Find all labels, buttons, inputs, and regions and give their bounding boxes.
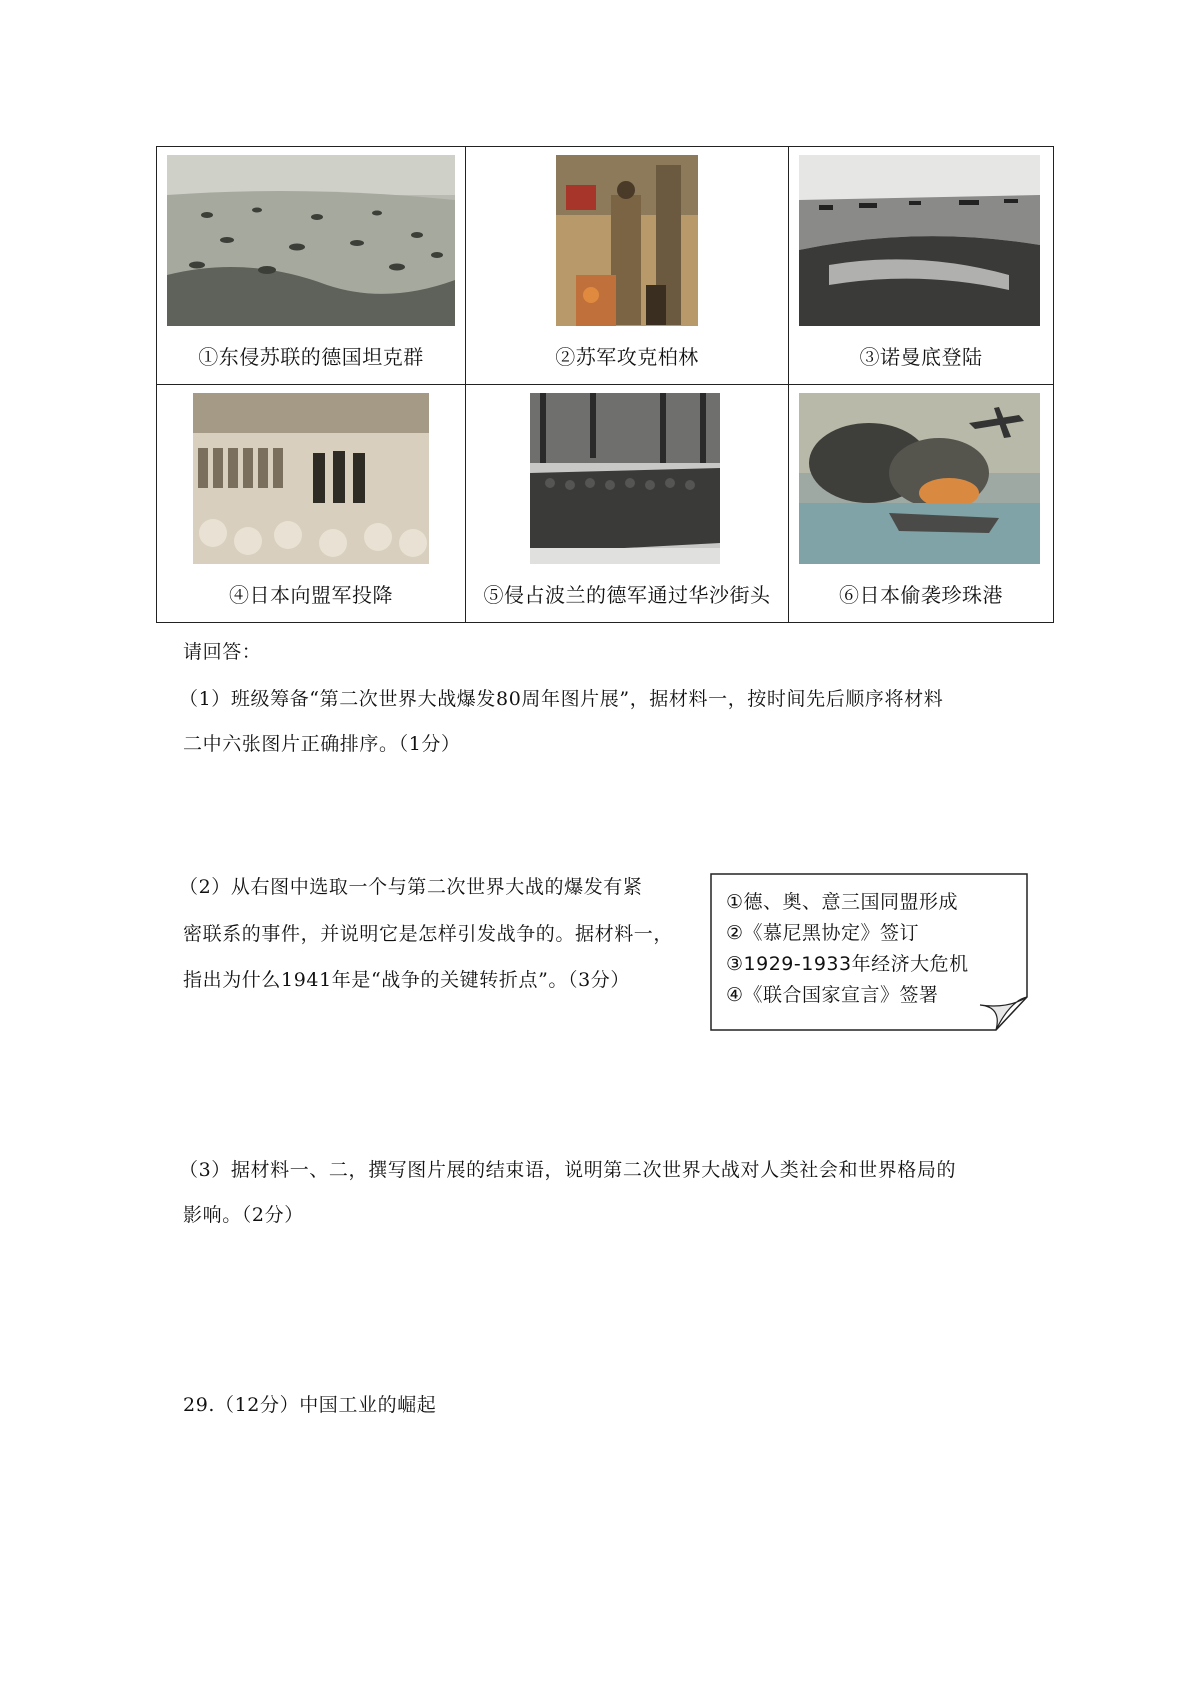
note-item: ②《慕尼黑协定》签订 bbox=[726, 922, 920, 944]
photo-cell-tanks bbox=[157, 147, 466, 385]
photo-cell-warsaw bbox=[466, 385, 789, 623]
question-3-line1: （3）据材料一、二，撰写图片展的结束语，说明第二次世界大战对人类社会和世界格局的 bbox=[179, 1159, 957, 1181]
question-1-line2: 二中六张图片正确排序。（1分） bbox=[183, 733, 461, 755]
note-item: ①德、奥、意三国同盟形成 bbox=[726, 891, 959, 913]
photo-cell-normandy bbox=[789, 147, 1054, 385]
question-2-line3: 指出为什么1941年是“战争的关键转折点”。（3分） bbox=[183, 969, 630, 991]
photo-caption: ⑤侵占波兰的德军通过华沙街头 bbox=[483, 583, 771, 607]
photo-berlin-icon bbox=[556, 155, 698, 326]
photo-caption: ②苏军攻克柏林 bbox=[555, 345, 699, 369]
photo-tanks-icon bbox=[167, 155, 455, 326]
photo-table bbox=[156, 146, 1054, 623]
note-item: ④《联合国家宣言》签署 bbox=[726, 984, 939, 1006]
question-29-heading: 29.（12分）中国工业的崛起 bbox=[183, 1394, 437, 1416]
photo-caption: ①东侵苏联的德国坦克群 bbox=[198, 345, 424, 369]
photo-normandy-icon bbox=[799, 155, 1040, 326]
photo-cell-pearl-harbor bbox=[789, 385, 1054, 623]
event-options-note bbox=[710, 873, 1028, 1031]
photo-caption: ③诺曼底登陆 bbox=[859, 345, 983, 369]
question-2-line1: （2）从右图中选取一个与第二次世界大战的爆发有紧 bbox=[179, 876, 643, 898]
photo-cell-berlin bbox=[466, 147, 789, 385]
photo-surrender-icon bbox=[193, 393, 429, 564]
question-3-line2: 影响。（2分） bbox=[183, 1204, 304, 1226]
photo-caption: ⑥日本偷袭珍珠港 bbox=[839, 583, 1003, 607]
photo-cell-surrender bbox=[157, 385, 466, 623]
photo-caption: ④日本向盟军投降 bbox=[229, 583, 393, 607]
photo-pearl-harbor-icon bbox=[799, 393, 1040, 564]
question-1-line1: （1）班级筹备“第二次世界大战爆发80周年图片展”，据材料一，按时间先后顺序将材料 bbox=[179, 688, 944, 710]
note-item: ③1929-1933年经济大危机 bbox=[726, 953, 969, 975]
question-2-line2: 密联系的事件，并说明它是怎样引发战争的。据材料一， bbox=[183, 923, 674, 945]
photo-warsaw-icon bbox=[530, 393, 720, 564]
answer-prompt: 请回答： bbox=[183, 641, 262, 663]
